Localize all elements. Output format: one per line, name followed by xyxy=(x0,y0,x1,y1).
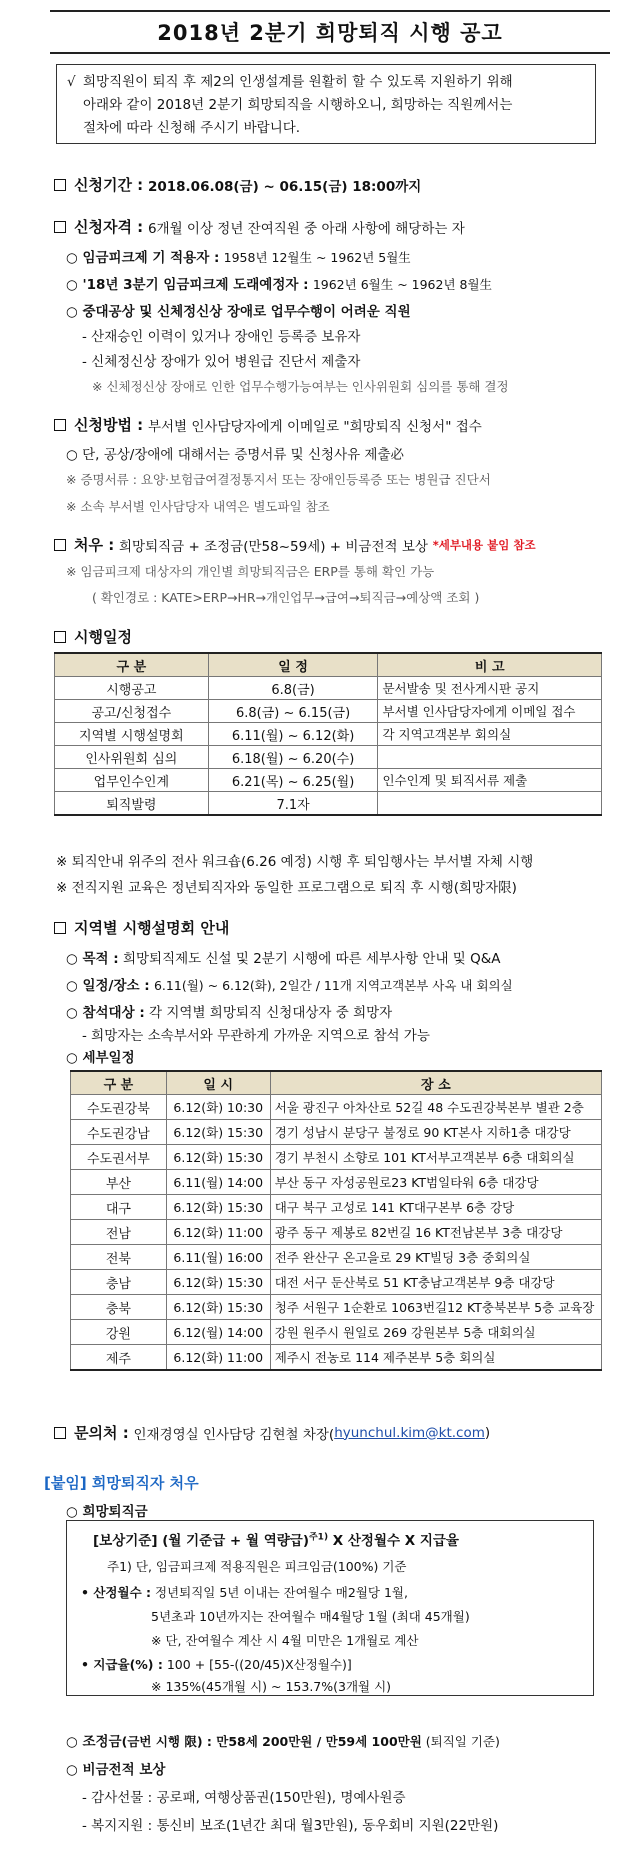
cell-region: 수도권강북 xyxy=(71,1095,167,1120)
table-header-row xyxy=(71,1071,602,1095)
table-row xyxy=(55,677,602,700)
table-row xyxy=(71,1195,602,1220)
appendix-formula-box xyxy=(66,1520,594,1696)
briefing-purpose: ○ 목적 : 희망퇴직제도 신설 및 2분기 시행에 따른 세부사항 안내 및 Q&A xyxy=(66,951,501,967)
cell-stage: 업무인수인계 xyxy=(55,769,209,792)
table-row xyxy=(55,700,602,723)
cell-region: 전북 xyxy=(71,1245,167,1270)
cell-time: 6.12(화) 15:30 xyxy=(166,1195,270,1220)
eligibility-item-3: ○ 중대공상 및 신체정신상 장애로 업무수행이 어려운 직원 xyxy=(66,304,411,320)
notice-line-3: 절차에 따라 신청해 주시기 바랍니다. xyxy=(83,120,301,136)
cell-region: 대구 xyxy=(71,1195,167,1220)
briefing-table xyxy=(70,1070,602,1371)
appendix-item-3: ○ 비금전적 보상 xyxy=(66,1762,166,1778)
method-note-1: ※ 증명서류 : 요양·보험급여결정통지서 또는 장애인등록증 또는 병원급 진단서 xyxy=(66,472,491,487)
cell-time: 6.12(화) 15:30 xyxy=(166,1145,270,1170)
checkbox-icon xyxy=(54,419,66,431)
rate-line-2: ※ 135%(45개월 시) ~ 153.7%(3개월 시) xyxy=(151,1679,392,1694)
cell-date: 6.11(월) ~ 6.12(화) xyxy=(208,723,378,746)
cell-remark: 문서발송 및 전사게시판 공지 xyxy=(378,677,602,700)
cell-time: 6.12(화) 15:30 xyxy=(166,1120,270,1145)
section-schedule xyxy=(54,626,132,647)
cell-region: 제주 xyxy=(71,1345,167,1371)
table-header: 비 고 xyxy=(378,653,602,677)
cell-place: 부산 동구 자성공원로23 KT범일타워 6층 대강당 xyxy=(270,1170,601,1195)
schedule-table xyxy=(54,652,602,816)
table-header: 일 시 xyxy=(166,1071,270,1095)
cell-place: 청주 서원구 1순환로 1063번길12 KT충북본부 5층 교육장 xyxy=(270,1295,601,1320)
cell-remark xyxy=(378,746,602,769)
cell-region: 충북 xyxy=(71,1295,167,1320)
cell-remark: 각 지역고객본부 회의실 xyxy=(378,723,602,746)
period-label: 신청기간 : xyxy=(74,176,144,194)
method-text: 부서별 인사담당자에게 이메일로 "희망퇴직 신청서" 접수 xyxy=(147,418,482,435)
briefing-target-sub: - 희망자는 소속부서와 무관하게 가까운 지역으로 참석 가능 xyxy=(82,1028,430,1044)
cell-place: 제주시 전농로 114 제주본부 5층 회의실 xyxy=(270,1345,601,1371)
table-row xyxy=(55,723,602,746)
cell-date: 6.18(월) ~ 6.20(수) xyxy=(208,746,378,769)
appendix-title: [붙임] 희망퇴직자 처우 xyxy=(44,1474,199,1492)
cell-place: 대구 북구 고성로 141 KT대구본부 6층 강당 xyxy=(270,1195,601,1220)
cell-date: 6.21(목) ~ 6.25(월) xyxy=(208,769,378,792)
page-title: 2018년 2분기 희망퇴직 시행 공고 xyxy=(157,21,503,45)
briefing-date: ○ 일정/장소 : 6.11(월) ~ 6.12(화), 2일간 / 11개 지역고객본부 사옥 내 회의실 xyxy=(66,978,513,994)
cell-time: 6.11(월) 16:00 xyxy=(166,1245,270,1270)
cell-stage: 공고/신청접수 xyxy=(55,700,209,723)
cell-stage: 지역별 시행설명회 xyxy=(55,723,209,746)
contact-text: 인재경영실 인사담당 김현철 차장( xyxy=(133,1426,335,1443)
cell-place: 경기 성남시 분당구 불정로 90 KT본사 지하1층 대강당 xyxy=(270,1120,601,1145)
cell-date: 6.8(금) ~ 6.15(금) xyxy=(208,700,378,723)
months-line-2: 5년초과 10년까지는 잔여월수 매4월당 1월 (최대 45개월) xyxy=(151,1609,470,1624)
check-icon: √ xyxy=(67,74,76,90)
table-row xyxy=(71,1145,602,1170)
treatment-note-1: ※ 임금피크제 대상자의 개인별 희망퇴직금은 ERP를 통해 확인 가능 xyxy=(66,564,435,579)
table-row xyxy=(71,1295,602,1320)
table-row xyxy=(71,1345,602,1371)
treatment-note-2: ( 확인경로 : KATE>ERP→HR→개인업무→급여→퇴직금→예상액 조회 ) xyxy=(92,590,480,605)
cell-place: 광주 동구 제봉로 82번길 16 KT전남본부 3층 대강당 xyxy=(270,1220,601,1245)
treatment-label: 처우 : xyxy=(74,536,115,554)
schedule-note-1: ※ 퇴직안내 위주의 전사 워크숍(6.26 예정) 시행 후 퇴임행사는 부서별 자체 시행 xyxy=(56,854,534,870)
table-row xyxy=(71,1270,602,1295)
table-row xyxy=(71,1120,602,1145)
cell-place: 전주 완산구 온고을로 29 KT빌딩 3층 중회의실 xyxy=(270,1245,601,1270)
contact-email-link[interactable]: hyunchul.kim@kt.com xyxy=(334,1424,485,1441)
cell-date: 6.8(금) xyxy=(208,677,378,700)
eligibility-text: 6개월 이상 정년 잔여직원 중 아래 사항에 해당하는 자 xyxy=(147,220,465,237)
cell-time: 6.11(월) 14:00 xyxy=(166,1170,270,1195)
cell-time: 6.12(월) 14:00 xyxy=(166,1320,270,1345)
section-period xyxy=(54,174,421,195)
notice-line-2: 아래와 같이 2018년 2분기 희망퇴직을 시행하오니, 희망하는 직원께서는 xyxy=(83,97,513,113)
eligibility-item-2: ○ '18년 3분기 임금피크제 도래예정자 : 1962년 6월生 ~ 1962년 8월生 xyxy=(66,277,493,293)
table-row xyxy=(71,1320,602,1345)
schedule-note-2: ※ 전직지원 교육은 정년퇴직자와 동일한 프로그램으로 퇴직 후 시행(희망자限) xyxy=(56,880,517,896)
section-eligibility xyxy=(54,216,465,237)
cell-region: 강원 xyxy=(71,1320,167,1345)
checkbox-icon xyxy=(54,221,66,233)
cell-time: 6.12(화) 15:30 xyxy=(166,1270,270,1295)
cell-region: 충남 xyxy=(71,1270,167,1295)
cell-time: 6.12(화) 11:00 xyxy=(166,1345,270,1371)
appendix-sub-2: - 복지지원 : 통신비 보조(1년간 최대 월3만원), 동우회비 지원(22만원) xyxy=(82,1818,499,1834)
table-row xyxy=(71,1170,602,1195)
schedule-label: 시행일정 xyxy=(74,628,132,646)
table-header-row xyxy=(55,653,602,677)
section-briefing xyxy=(54,917,229,938)
appendix-item-2: ○ 조정금(금번 시행 限) : 만58세 200만원 / 만59세 100만원 (퇴직일 기준) xyxy=(66,1734,500,1750)
cell-date: 7.1자 xyxy=(208,792,378,816)
table-header: 구 분 xyxy=(71,1071,167,1095)
eligibility-note: ※ 신체정신상 장애로 인한 업무수행가능여부는 인사위원회 심의를 통해 결정 xyxy=(92,379,509,394)
cell-remark: 인수인계 및 퇴직서류 제출 xyxy=(378,769,602,792)
table-row xyxy=(71,1095,602,1120)
cell-time: 6.12(화) 10:30 xyxy=(166,1095,270,1120)
cell-remark xyxy=(378,792,602,816)
cell-region: 수도권강남 xyxy=(71,1120,167,1145)
rate-line-1: • 지급율(%) : 100 + [55-((20/45)X산정월수)] xyxy=(81,1657,352,1672)
table-row xyxy=(71,1220,602,1245)
cell-stage: 시행공고 xyxy=(55,677,209,700)
table-header: 구 분 xyxy=(55,653,209,677)
treatment-text: 희망퇴직금 + 조정금(만58~59세) + 비금전적 보상 xyxy=(118,538,428,555)
eligibility-sub-1: - 산재승인 이력이 있거나 장애인 등록증 보유자 xyxy=(82,329,361,345)
cell-remark: 부서별 인사담당자에게 이메일 접수 xyxy=(378,700,602,723)
cell-stage: 퇴직발령 xyxy=(55,792,209,816)
checkbox-icon xyxy=(54,179,66,191)
period-value: 2018.06.08(금) ~ 06.15(금) 18:00까지 xyxy=(147,178,422,195)
briefing-target: ○ 참석대상 : 각 지역별 희망퇴직 신청대상자 중 희망자 xyxy=(66,1005,393,1021)
eligibility-sub-2: - 신체정신상 장애가 있어 병원급 진단서 제출자 xyxy=(82,354,361,370)
contact-close: ) xyxy=(484,1424,491,1441)
section-treatment xyxy=(54,534,536,555)
appendix-item-1: ○ 희망퇴직금 xyxy=(66,1504,148,1520)
cell-region: 전남 xyxy=(71,1220,167,1245)
title-bar xyxy=(50,10,610,54)
contact-label: 문의처 : xyxy=(74,1424,129,1442)
eligibility-item-1: ○ 임금피크제 기 적용자 : 1958년 12월生 ~ 1962년 5월生 xyxy=(66,250,411,266)
table-header: 장 소 xyxy=(270,1071,601,1095)
table-row xyxy=(55,792,602,816)
method-item-1: ○ 단, 공상/장애에 대해서는 증명서류 및 신청사유 제출必 xyxy=(66,447,405,463)
cell-time: 6.12(화) 11:00 xyxy=(166,1220,270,1245)
cell-region: 수도권서부 xyxy=(71,1145,167,1170)
checkbox-icon xyxy=(54,922,66,934)
checkbox-icon xyxy=(54,631,66,643)
notice-box xyxy=(56,64,596,144)
cell-place: 강원 원주시 원일로 269 강원본부 5층 대회의실 xyxy=(270,1320,601,1345)
cell-stage: 인사위원회 심의 xyxy=(55,746,209,769)
cell-region: 부산 xyxy=(71,1170,167,1195)
notice-line-1: 희망직원이 퇴직 후 제2의 인생설계를 원활히 할 수 있도록 지원하기 위해 xyxy=(83,74,513,90)
cell-place: 대전 서구 둔산북로 51 KT충남고객본부 9층 대강당 xyxy=(270,1270,601,1295)
briefing-detail: ○ 세부일정 xyxy=(66,1050,135,1066)
months-line-1: • 산정월수 : 정년퇴직일 5년 이내는 잔여월수 매2월당 1월, xyxy=(81,1585,408,1600)
treatment-red-note: *세부내용 붙임 참조 xyxy=(432,537,536,552)
cell-place: 경기 부천시 소향로 101 KT서부고객본부 6층 대회의실 xyxy=(270,1145,601,1170)
table-header: 일 정 xyxy=(208,653,378,677)
briefing-label: 지역별 시행설명회 안내 xyxy=(74,919,230,937)
table-row xyxy=(71,1245,602,1270)
months-line-3: ※ 단, 잔여월수 계산 시 4월 미만은 1개월로 계산 xyxy=(151,1633,419,1648)
method-label: 신청방법 : xyxy=(74,416,144,434)
formula-line: [보상기준] (월 기준급 + 월 역량급)$^{주1)}$ X 산정월수 X 지급율 xyxy=(93,1532,459,1549)
checkbox-icon xyxy=(54,539,66,551)
section-contact xyxy=(54,1422,490,1443)
method-note-2: ※ 소속 부서별 인사담당자 내역은 별도파일 참조 xyxy=(66,499,330,514)
eligibility-label: 신청자격 : xyxy=(74,218,144,236)
formula-note-1: 주1) 단, 임금피크제 적용직원은 피크임금(100%) 기준 xyxy=(107,1559,407,1574)
section-method xyxy=(54,414,482,435)
cell-time: 6.12(화) 15:30 xyxy=(166,1295,270,1320)
checkbox-icon xyxy=(54,1427,66,1439)
table-row xyxy=(55,769,602,792)
cell-place: 서울 광진구 아차산로 52길 48 수도권강북본부 별관 2층 xyxy=(270,1095,601,1120)
table-row xyxy=(55,746,602,769)
appendix-sub-1: - 감사선물 : 공로패, 여행상품권(150만원), 명예사원증 xyxy=(82,1790,406,1806)
